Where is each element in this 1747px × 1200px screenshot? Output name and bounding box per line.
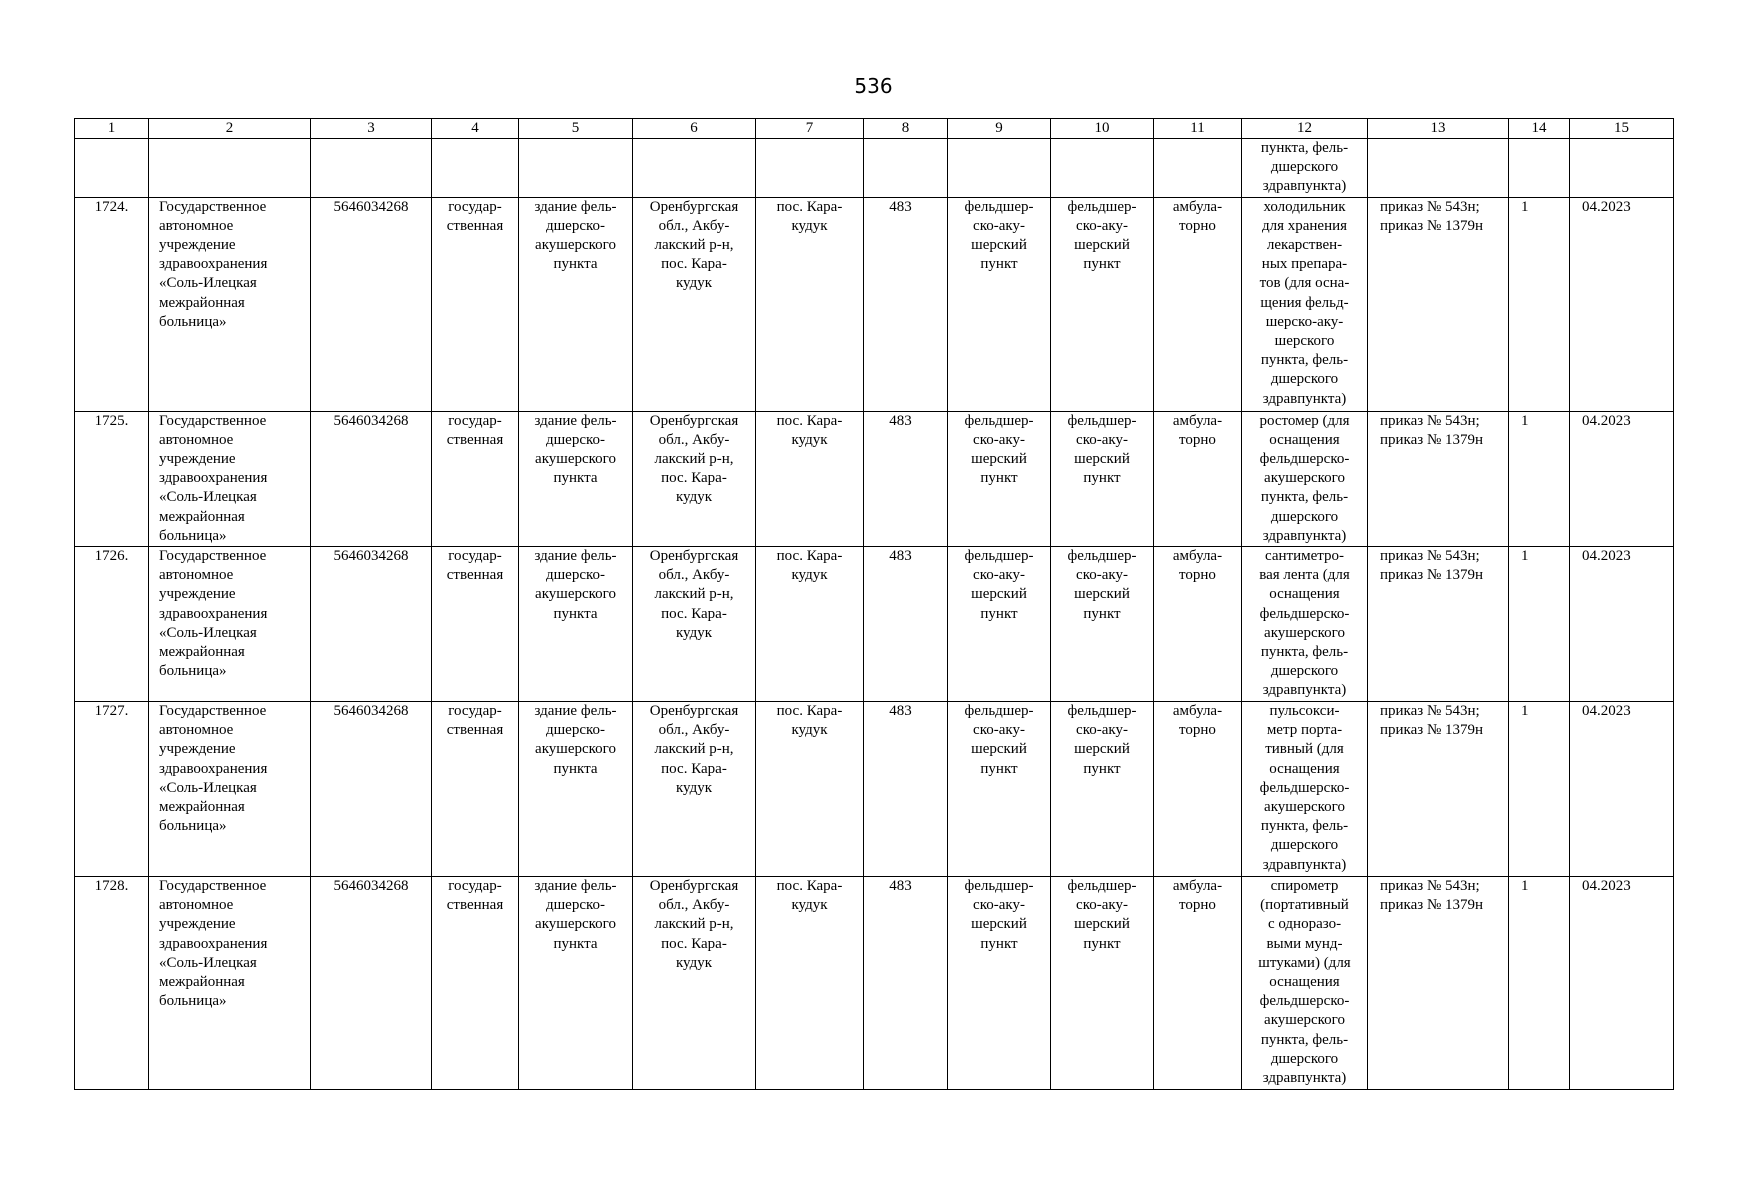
- column-header: 1: [75, 119, 149, 139]
- table-row: [75, 877, 1674, 1090]
- column-header: 13: [1368, 119, 1509, 139]
- locality-cell: пос. Кара- кудук: [756, 197, 864, 411]
- locality-cell: пос. Кара- кудук: [756, 547, 864, 702]
- organization-cell: Государственное автономное учреждение здравоохранения «Соль-Илецкая межрайонная больница»: [149, 197, 311, 411]
- locality-cell: пос. Кара- кудук: [756, 877, 864, 1090]
- ownership-cell: государ- ственная: [432, 411, 519, 546]
- facility-subtype-cell: фельдшер- ско-аку- шерский пункт: [1051, 411, 1154, 546]
- inn-cell: 5646034268: [311, 547, 432, 702]
- facility-type-cell: фельдшер- ско-аку- шерский пункт: [948, 877, 1051, 1090]
- building-cell: здание фель- дшерско- акушерского пункта: [519, 702, 633, 877]
- equipment-cell: пульсокси- метр порта- тивный (для оснащения фельдшерско- акушерского пункта, фель- дшерского здравпункта): [1242, 702, 1368, 877]
- care-form-cell: амбула- торно: [1154, 877, 1242, 1090]
- column-header: 8: [864, 119, 948, 139]
- quantity-cell: 1: [1509, 197, 1570, 411]
- orders-cell: приказ № 543н; приказ № 1379н: [1368, 411, 1509, 546]
- code-cell: 483: [864, 702, 948, 877]
- address-cell: Оренбургская обл., Акбу- лакский р-н, пос. Кара- кудук: [633, 411, 756, 546]
- column-header: 6: [633, 119, 756, 139]
- equipment-cell: пункта, фель- дшерского здравпункта): [1242, 139, 1368, 198]
- table-row: [75, 197, 1674, 411]
- address-cell: Оренбургская обл., Акбу- лакский р-н, пос. Кара- кудук: [633, 197, 756, 411]
- row-number-cell: 1727.: [75, 702, 149, 877]
- date-cell: 04.2023: [1570, 702, 1674, 877]
- code-cell: 483: [864, 877, 948, 1090]
- table-row: [75, 547, 1674, 702]
- table-row: [75, 702, 1674, 877]
- column-header: 14: [1509, 119, 1570, 139]
- ownership-cell: государ- ственная: [432, 197, 519, 411]
- locality-cell: пос. Кара- кудук: [756, 411, 864, 546]
- orders-cell: приказ № 543н; приказ № 1379н: [1368, 877, 1509, 1090]
- facility-type-cell: фельдшер- ско-аку- шерский пункт: [948, 197, 1051, 411]
- orders-cell: приказ № 543н; приказ № 1379н: [1368, 547, 1509, 702]
- care-form-cell: амбула- торно: [1154, 411, 1242, 546]
- row-number-cell: 1726.: [75, 547, 149, 702]
- column-header: 15: [1570, 119, 1674, 139]
- registry-table: [74, 118, 1674, 1090]
- organization-cell: Государственное автономное учреждение здравоохранения «Соль-Илецкая межрайонная больница»: [149, 877, 311, 1090]
- organization-cell: Государственное автономное учреждение здравоохранения «Соль-Илецкая межрайонная больница»: [149, 411, 311, 546]
- equipment-cell: сантиметро- вая лента (для оснащения фельдшерско- акушерского пункта, фель- дшерского здравпункта): [1242, 547, 1368, 702]
- page-number: 536: [854, 74, 893, 98]
- building-cell: здание фель- дшерско- акушерского пункта: [519, 877, 633, 1090]
- column-header: 11: [1154, 119, 1242, 139]
- column-number-row: [75, 119, 1674, 139]
- column-header: 12: [1242, 119, 1368, 139]
- organization-cell: Государственное автономное учреждение здравоохранения «Соль-Илецкая межрайонная больница»: [149, 702, 311, 877]
- column-header: 10: [1051, 119, 1154, 139]
- locality-cell: пос. Кара- кудук: [756, 702, 864, 877]
- code-cell: 483: [864, 547, 948, 702]
- building-cell: здание фель- дшерско- акушерского пункта: [519, 197, 633, 411]
- address-cell: Оренбургская обл., Акбу- лакский р-н, пос. Кара- кудук: [633, 877, 756, 1090]
- row-number-cell: 1728.: [75, 877, 149, 1090]
- equipment-cell: холодильник для хранения лекарствен- ных препара- тов (для осна- щения фельд- шерско-аку- шерского пункта, фель- дшерского здравпункта): [1242, 197, 1368, 411]
- facility-subtype-cell: фельдшер- ско-аку- шерский пункт: [1051, 547, 1154, 702]
- inn-cell: 5646034268: [311, 197, 432, 411]
- date-cell: 04.2023: [1570, 197, 1674, 411]
- date-cell: 04.2023: [1570, 411, 1674, 546]
- quantity-cell: 1: [1509, 877, 1570, 1090]
- inn-cell: 5646034268: [311, 411, 432, 546]
- facility-subtype-cell: фельдшер- ско-аку- шерский пункт: [1051, 877, 1154, 1090]
- organization-cell: Государственное автономное учреждение здравоохранения «Соль-Илецкая межрайонная больница»: [149, 547, 311, 702]
- code-cell: 483: [864, 197, 948, 411]
- facility-type-cell: фельдшер- ско-аку- шерский пункт: [948, 702, 1051, 877]
- code-cell: 483: [864, 411, 948, 546]
- facility-subtype-cell: фельдшер- ско-аку- шерский пункт: [1051, 702, 1154, 877]
- equipment-cell: спирометр (портативный с одноразо- выми мунд- штуками) (для оснащения фельдшерско- акушерского пункта, фель- дшерского здравпункта): [1242, 877, 1368, 1090]
- address-cell: Оренбургская обл., Акбу- лакский р-н, пос. Кара- кудук: [633, 702, 756, 877]
- column-header: 2: [149, 119, 311, 139]
- row-number-cell: 1725.: [75, 411, 149, 546]
- care-form-cell: амбула- торно: [1154, 197, 1242, 411]
- column-header: 3: [311, 119, 432, 139]
- facility-type-cell: фельдшер- ско-аку- шерский пункт: [948, 547, 1051, 702]
- ownership-cell: государ- ственная: [432, 877, 519, 1090]
- building-cell: здание фель- дшерско- акушерского пункта: [519, 547, 633, 702]
- orders-cell: приказ № 543н; приказ № 1379н: [1368, 702, 1509, 877]
- column-header: 9: [948, 119, 1051, 139]
- column-header: 5: [519, 119, 633, 139]
- column-header: 4: [432, 119, 519, 139]
- ownership-cell: государ- ственная: [432, 547, 519, 702]
- inn-cell: 5646034268: [311, 877, 432, 1090]
- quantity-cell: 1: [1509, 411, 1570, 546]
- column-header: 7: [756, 119, 864, 139]
- care-form-cell: амбула- торно: [1154, 702, 1242, 877]
- orders-cell: приказ № 543н; приказ № 1379н: [1368, 197, 1509, 411]
- continuation-row: [75, 139, 1674, 198]
- row-number-cell: 1724.: [75, 197, 149, 411]
- facility-type-cell: фельдшер- ско-аку- шерский пункт: [948, 411, 1051, 546]
- quantity-cell: 1: [1509, 547, 1570, 702]
- date-cell: 04.2023: [1570, 547, 1674, 702]
- address-cell: Оренбургская обл., Акбу- лакский р-н, пос. Кара- кудук: [633, 547, 756, 702]
- equipment-cell: ростомер (для оснащения фельдшерско- акушерского пункта, фель- дшерского здравпункта): [1242, 411, 1368, 546]
- inn-cell: 5646034268: [311, 702, 432, 877]
- care-form-cell: амбула- торно: [1154, 547, 1242, 702]
- table-row: [75, 411, 1674, 546]
- quantity-cell: 1: [1509, 702, 1570, 877]
- date-cell: 04.2023: [1570, 877, 1674, 1090]
- facility-subtype-cell: фельдшер- ско-аку- шерский пункт: [1051, 197, 1154, 411]
- ownership-cell: государ- ственная: [432, 702, 519, 877]
- building-cell: здание фель- дшерско- акушерского пункта: [519, 411, 633, 546]
